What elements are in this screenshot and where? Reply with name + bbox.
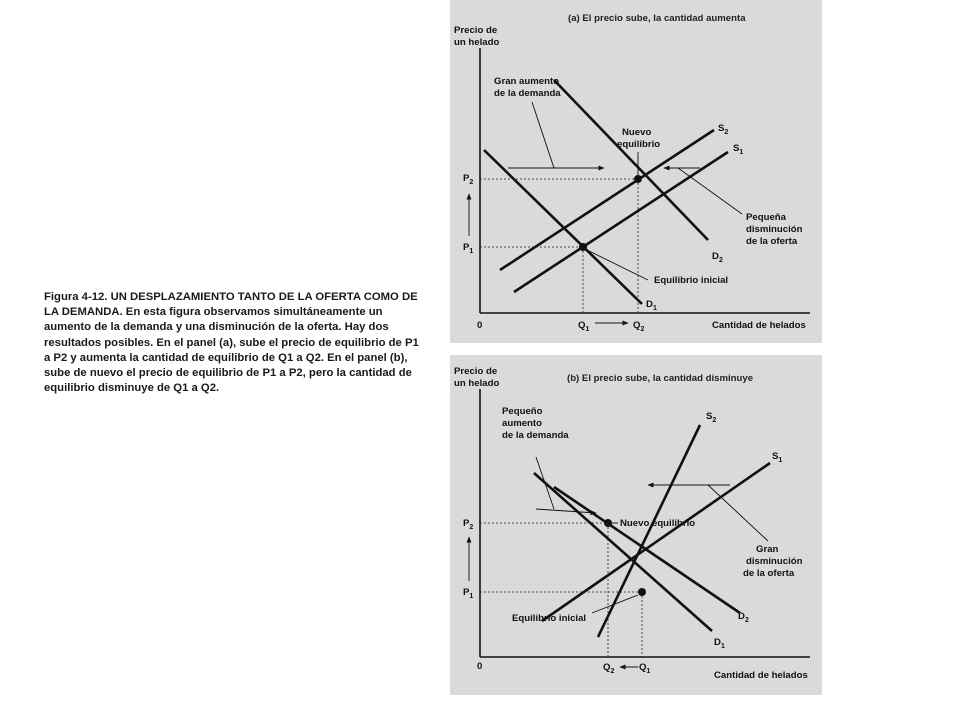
- panel-a-y-axis-label-line1: Precio de: [454, 25, 498, 36]
- panel-b-demand-annotation-line3: de la demanda: [502, 430, 569, 441]
- panel-b-p1-label: $P_1$: [463, 587, 474, 600]
- panel-a-demand-pointer: [532, 102, 554, 168]
- panel-b-s2-label: $S_2$: [706, 411, 717, 424]
- panel-b-y-axis-label-line1: Precio de: [454, 366, 498, 377]
- panel-b-origin: 0: [477, 661, 483, 672]
- figure-caption-text: UN DESPLAZAMIENTO TANTO DE LA OFERTA COMO DE LA DEMANDA. En esta figura observamos simultáneamente un aumento de la demanda y una disminución de la oferta. Hay dos resultados posibles. En el panel (a), sube el precio de equilibrio de P1 a P2 y aumenta la cantidad de equilibrio de Q1 a Q2. En el panel (b), sube de nuevo el precio de equilibrio de P1 a P2, pero la cantidad de equilibrio disminuye de Q1 a Q2.: [44, 291, 419, 395]
- panel-b-supply-s1: [542, 463, 770, 621]
- panel-a-supply-s2: [500, 130, 714, 270]
- panel-a-supply-annotation-line2: disminución: [746, 224, 803, 235]
- panel-a-d2-label: $D_2$: [712, 251, 723, 264]
- panel-a-p1-label: $P_1$: [463, 242, 474, 255]
- panel-a-new-eq-annotation-line1: Nuevo: [622, 127, 652, 138]
- panel-a-title: (a) El precio sube, la cantidad aumenta: [568, 13, 746, 24]
- panel-a-y-axis-label-line2: un helado: [454, 37, 500, 48]
- panel-b-supply-annotation-line1: Gran: [756, 544, 779, 555]
- panel-a-new-eq-annotation-line2: equilibrio: [617, 139, 661, 150]
- panel-b-supply-annotation-line3: de la oferta: [743, 568, 795, 579]
- panel-b-x-axis-label: Cantidad de helados: [714, 670, 808, 681]
- panel-a-q2-label: $Q_2$: [633, 320, 645, 333]
- panel-b-y-axis-label-line2: un helado: [454, 378, 500, 389]
- panel-a-supply-pointer: [678, 168, 742, 214]
- panel-a-demand-d1: [484, 150, 642, 304]
- panel-b-title: (b) El precio sube, la cantidad disminuye: [567, 373, 754, 384]
- panel-b-demand-annotation-line2: aumento: [502, 418, 542, 429]
- panel-a-graph: [450, 0, 822, 343]
- panel-a-supply-annotation-line3: de la oferta: [746, 236, 798, 247]
- figure-label: Figura 4-12.: [44, 291, 108, 303]
- panel-b-new-eq-annotation: Nuevo equilibrio: [620, 518, 696, 529]
- panel-b-initial-eq-pointer: [592, 595, 638, 613]
- panel-b-p2-label: $P_2$: [463, 518, 474, 531]
- panel-b-q1-label: $Q_1$: [639, 662, 651, 675]
- panel-b-supply-pointer: [708, 485, 768, 541]
- panel-b-d1-label: $D_1$: [714, 637, 725, 650]
- panel-b-initial-eq-annotation: Equilibrio inicial: [512, 613, 587, 624]
- panel-a-initial-equilibrium-point: [579, 243, 587, 251]
- panel-a-initial-eq-pointer: [587, 250, 648, 280]
- panel-b-new-equilibrium-point: [604, 519, 612, 527]
- panel-b-initial-equilibrium-point: [638, 588, 646, 596]
- panel-a-q1-label: $Q_1$: [578, 320, 590, 333]
- panel-a-s2-label: $S_2$: [718, 123, 729, 136]
- panel-a-demand-annotation-line1: Gran aumento: [494, 76, 560, 87]
- panel-a-supply-s1: [514, 152, 728, 292]
- panel-b: [450, 355, 822, 695]
- panel-a-s1-label: $S_1$: [733, 143, 744, 156]
- panel-a-supply-annotation-line1: Pequeña: [746, 212, 786, 223]
- panel-a-origin: 0: [477, 320, 483, 331]
- panel-a-demand-annotation-line2: de la demanda: [494, 88, 561, 99]
- panel-b-demand-annotation-line1: Pequeño: [502, 406, 543, 417]
- panel-a: [450, 0, 822, 343]
- panel-a-d1-label: $D_1$: [646, 299, 657, 312]
- panel-a-new-equilibrium-point: [634, 175, 642, 183]
- panel-b-d2-label: $D_2$: [738, 611, 749, 624]
- panel-b-graph: [450, 355, 822, 695]
- panel-b-s1-label: $S_1$: [772, 451, 783, 464]
- panel-a-p2-label: $P_2$: [463, 173, 474, 186]
- panel-a-initial-eq-annotation: Equilibrio inicial: [654, 275, 729, 286]
- panel-b-q2-label: $Q_2$: [603, 662, 615, 675]
- figure-caption: [44, 290, 420, 396]
- panel-b-supply-annotation-line2: disminución: [746, 556, 803, 567]
- panel-a-x-axis-label: Cantidad de helados: [712, 320, 806, 331]
- panel-b-demand-pointer: [536, 457, 554, 509]
